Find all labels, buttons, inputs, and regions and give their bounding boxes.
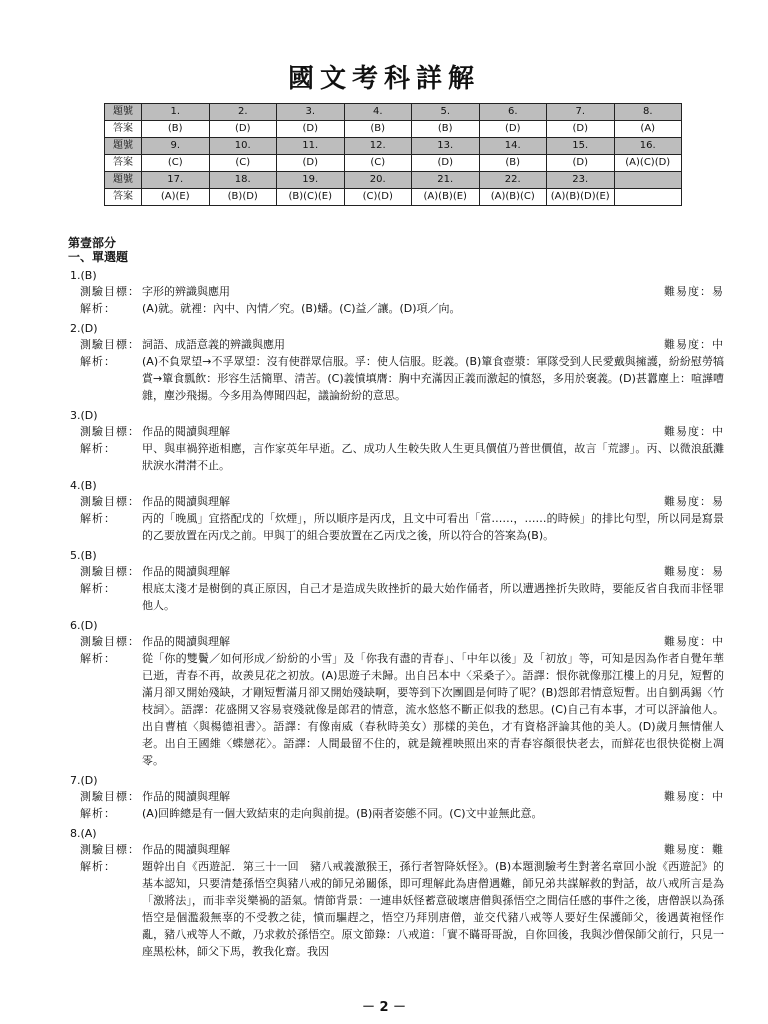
difficulty bbox=[654, 563, 724, 580]
explanation-text: 丙的「晚風」宜搭配戊的「炊煙」，所以順序是丙戊，且文中可看出「當……，……的時候」的排比句型，所以同是寫景的乙要放置在丙戊之前。甲與丁的組合要放置在乙丙戊之後，所以符合的答案為(B)。 bbox=[142, 512, 724, 542]
difficulty-label: 難易度： bbox=[664, 635, 712, 648]
question-number-cell: 19. bbox=[277, 172, 345, 189]
answer-cell: (C) bbox=[344, 155, 412, 172]
difficulty-value: 易 bbox=[712, 565, 724, 578]
explanation-row bbox=[80, 510, 724, 544]
answer-cell: (B) bbox=[142, 121, 210, 138]
difficulty-value: 易 bbox=[712, 495, 724, 508]
question-number-cell: 4. bbox=[344, 104, 412, 121]
answer-cell: (A)(E) bbox=[142, 189, 210, 206]
question-item bbox=[68, 618, 724, 769]
goal-text: 作品的閱讀與理解 bbox=[142, 425, 230, 438]
question-item bbox=[68, 408, 724, 474]
difficulty bbox=[654, 336, 724, 353]
answer-row bbox=[105, 189, 682, 206]
answer-cell: (D) bbox=[479, 121, 547, 138]
difficulty bbox=[654, 423, 724, 440]
difficulty bbox=[654, 283, 724, 300]
question-item bbox=[68, 478, 724, 544]
answer-cell: (D) bbox=[412, 155, 480, 172]
question-number-cell: 22. bbox=[479, 172, 547, 189]
difficulty bbox=[654, 841, 724, 858]
answer-cell: (A)(B)(D)(E) bbox=[547, 189, 615, 206]
answer-row bbox=[105, 121, 682, 138]
goal-text: 詞語、成語意義的辨識與應用 bbox=[142, 338, 285, 351]
question-item bbox=[68, 548, 724, 614]
answer-cell: (A)(B)(C) bbox=[479, 189, 547, 206]
difficulty-value: 難 bbox=[712, 843, 724, 856]
explanation-label: 解析： bbox=[80, 582, 116, 595]
question-item bbox=[68, 321, 724, 404]
goal-text: 作品的閱讀與理解 bbox=[142, 843, 230, 856]
goal-text: 作品的閱讀與理解 bbox=[142, 565, 230, 578]
explanation-label: 解析： bbox=[80, 860, 116, 873]
question-item bbox=[68, 826, 724, 960]
answer-row bbox=[105, 155, 682, 172]
goal-text: 作品的閱讀與理解 bbox=[142, 790, 230, 803]
section-heading: 一、單選題 bbox=[68, 250, 129, 264]
question-number-cell: 16. bbox=[614, 138, 682, 155]
answer-cell: (B) bbox=[344, 121, 412, 138]
question-number-cell: 15. bbox=[547, 138, 615, 155]
goal-label: 測驗目標： bbox=[80, 790, 140, 803]
question-number: 4.(B) bbox=[70, 479, 97, 492]
question-item bbox=[68, 773, 724, 822]
explanation-label: 解析： bbox=[80, 302, 116, 315]
answer-label: 答案 bbox=[105, 121, 142, 138]
explanation-label: 解析： bbox=[80, 512, 116, 525]
difficulty-label: 難易度： bbox=[664, 843, 712, 856]
question-number: 8.(A) bbox=[70, 827, 97, 840]
answer-cell: (C) bbox=[209, 155, 277, 172]
difficulty-label: 難易度： bbox=[664, 565, 712, 578]
question-number-cell: 5. bbox=[412, 104, 480, 121]
question-number: 1.(B) bbox=[70, 269, 97, 282]
question-number-label: 題號 bbox=[105, 172, 142, 189]
answer-label: 答案 bbox=[105, 155, 142, 172]
goal-label: 測驗目標： bbox=[80, 338, 140, 351]
explanation-text: (A)就。就裡：內中、內情／究。(B)蟠。(C)益／讓。(D)項／向。 bbox=[142, 302, 461, 315]
explanation-text: (A)回眸總是有一個大致結束的走向與前提。(B)兩者姿態不同。(C)文中並無此意。 bbox=[142, 807, 543, 820]
question-item bbox=[68, 268, 724, 317]
question-number-cell bbox=[614, 172, 682, 189]
answer-cell: (C)(D) bbox=[344, 189, 412, 206]
goal-text: 作品的閱讀與理解 bbox=[142, 635, 230, 648]
goal-row bbox=[80, 841, 724, 858]
goal-label: 測驗目標： bbox=[80, 635, 140, 648]
question-number-cell: 6. bbox=[479, 104, 547, 121]
goal-row bbox=[80, 633, 724, 650]
question-number-cell: 20. bbox=[344, 172, 412, 189]
question-number-cell: 9. bbox=[142, 138, 210, 155]
answer-label: 答案 bbox=[105, 189, 142, 206]
explanation-row bbox=[80, 650, 724, 769]
question-number: 7.(D) bbox=[70, 774, 98, 787]
answer-cell: (B) bbox=[479, 155, 547, 172]
question-number-label: 題號 bbox=[105, 138, 142, 155]
question-number-cell: 8. bbox=[614, 104, 682, 121]
goal-label: 測驗目標： bbox=[80, 495, 140, 508]
answer-cell: (B) bbox=[412, 121, 480, 138]
answer-cell: (A) bbox=[614, 121, 682, 138]
difficulty-label: 難易度： bbox=[664, 790, 712, 803]
question-number-row bbox=[105, 104, 682, 121]
goal-label: 測驗目標： bbox=[80, 843, 140, 856]
explanation-row bbox=[80, 858, 724, 960]
difficulty bbox=[654, 788, 724, 805]
question-number-row bbox=[105, 172, 682, 189]
explanation-text: 題幹出自《西遊記．第三十一回 豬八戒義激猴王，孫行者智降妖怪》。(B)本題測驗考生對著名章回小說《西遊記》的基本認知，只要清楚孫悟空與豬八戒的師兄弟關係，即可理解此為唐僧遇難，師兄弟共謀解救的對話，故八戒所言是為「激將法」，而非幸災樂禍的語氣。情節背景：一連串妖怪蓄意破壞唐僧與孫悟空之間信任感的事件之後，唐僧誤以為孫悟空是個濫殺無辜的不受教之徒，憤而驅趕之，悟空乃拜別唐僧，並交代豬八戒等人要好生保護師父，後遇黃袍怪作亂，豬八戒等人不敵，乃求救於孫悟空。原文節錄：八戒道：「實不瞞哥哥說，自你回後，我與沙僧保師父前行，只見一座黑松林，師父下馬，教我化齋。我因 bbox=[142, 860, 724, 958]
goal-text: 字形的辨識與應用 bbox=[142, 285, 230, 298]
answer-table bbox=[104, 103, 682, 206]
question-number-cell: 1. bbox=[142, 104, 210, 121]
difficulty-value: 中 bbox=[712, 790, 724, 803]
explanation-row bbox=[80, 300, 724, 317]
explanation-row bbox=[80, 580, 724, 614]
answer-cell bbox=[614, 189, 682, 206]
answer-cell: (A)(C)(D) bbox=[614, 155, 682, 172]
answer-cell: (D) bbox=[277, 121, 345, 138]
explanation-text: 甲、與車禍猝逝相應，言作家英年早逝。乙、成功人生較失敗人生更具價值乃普世價值，故言「荒謬」。丙、以微浪舐灘狀淚水潸潸不止。 bbox=[142, 442, 724, 472]
question-number-cell: 18. bbox=[209, 172, 277, 189]
question-number-cell: 3. bbox=[277, 104, 345, 121]
goal-label: 測驗目標： bbox=[80, 425, 140, 438]
question-number-label: 題號 bbox=[105, 104, 142, 121]
question-number-cell: 2. bbox=[209, 104, 277, 121]
answer-cell: (D) bbox=[277, 155, 345, 172]
answer-cell: (A)(B)(E) bbox=[412, 189, 480, 206]
answer-cell: (D) bbox=[547, 155, 615, 172]
question-number: 5.(B) bbox=[70, 549, 97, 562]
answer-cell: (B)(D) bbox=[209, 189, 277, 206]
question-number-cell: 11. bbox=[277, 138, 345, 155]
question-number-cell: 13. bbox=[412, 138, 480, 155]
difficulty bbox=[654, 493, 724, 510]
goal-row bbox=[80, 563, 724, 580]
goal-label: 測驗目標： bbox=[80, 565, 140, 578]
question-number-cell: 10. bbox=[209, 138, 277, 155]
goal-row bbox=[80, 788, 724, 805]
difficulty-label: 難易度： bbox=[664, 338, 712, 351]
question-number-cell: 12. bbox=[344, 138, 412, 155]
difficulty bbox=[654, 633, 724, 650]
question-number: 3.(D) bbox=[70, 409, 98, 422]
explanation-row bbox=[80, 805, 724, 822]
goal-row bbox=[80, 493, 724, 510]
answer-cell: (B)(C)(E) bbox=[277, 189, 345, 206]
page-number: － 2 － bbox=[361, 1000, 407, 1015]
question-number-cell: 21. bbox=[412, 172, 480, 189]
difficulty-value: 中 bbox=[712, 635, 724, 648]
difficulty-value: 易 bbox=[712, 285, 724, 298]
difficulty-value: 中 bbox=[712, 425, 724, 438]
explanations bbox=[68, 236, 724, 960]
goal-text: 作品的閱讀與理解 bbox=[142, 495, 230, 508]
goal-label: 測驗目標： bbox=[80, 285, 140, 298]
difficulty-label: 難易度： bbox=[664, 285, 712, 298]
explanation-row bbox=[80, 440, 724, 474]
answer-cell: (D) bbox=[209, 121, 277, 138]
goal-row bbox=[80, 336, 724, 353]
explanation-text: 根底太淺才是樹倒的真正原因，自己才是造成失敗挫折的最大始作俑者，所以遭遇挫折失敗時，要能反省自我而非怪罪他人。 bbox=[142, 582, 724, 612]
question-number: 6.(D) bbox=[70, 619, 98, 632]
explanation-label: 解析： bbox=[80, 807, 116, 820]
question-list bbox=[68, 268, 724, 960]
question-number: 2.(D) bbox=[70, 322, 98, 335]
answer-cell: (C) bbox=[142, 155, 210, 172]
answer-cell: (D) bbox=[547, 121, 615, 138]
part-heading: 第壹部分 bbox=[68, 236, 117, 250]
difficulty-label: 難易度： bbox=[664, 425, 712, 438]
explanation-label: 解析： bbox=[80, 355, 116, 368]
goal-row bbox=[80, 283, 724, 300]
explanation-row bbox=[80, 353, 724, 404]
explanation-label: 解析： bbox=[80, 652, 116, 665]
question-number-cell: 7. bbox=[547, 104, 615, 121]
question-number-cell: 23. bbox=[547, 172, 615, 189]
question-number-cell: 14. bbox=[479, 138, 547, 155]
question-number-cell: 17. bbox=[142, 172, 210, 189]
goal-row bbox=[80, 423, 724, 440]
page-title: 國文考科詳解 bbox=[287, 64, 480, 94]
question-number-row bbox=[105, 138, 682, 155]
explanation-text: 從「你的雙鬢／如何形成／紛紛的小雪」及「你我有盡的青春」、「中年以後」及「初放」等，可知是因為作者自覺年華已逝，青春不再，故羨見花之初放。(A)思遊子未歸。出自呂本中〈采桑子〉。語譯：恨你就像那江樓上的月兒，短暫的滿月卻又開始殘缺，才剛短暫滿月卻又開始殘缺啊，要等到下次團圓是何時了呢？(B)怨郎君情意短暫。出自劉禹錫〈竹枝詞〉。語譯：花盛開又容易衰殘就像是郎君的情意，流水悠悠不斷正似我的愁思。(C)自己有本事，才可以評論他人。出自曹植〈與楊德祖書〉。語譯：有像南威（春秋時美女）那樣的美色，才有資格評論其他的美人。(D)歲月無情催人老。出自王國維〈蝶戀花〉。語譯：人間最留不住的，就是鏡裡映照出來的青春容顏很快老去，而鮮花也很快從樹上凋零。 bbox=[142, 652, 724, 767]
difficulty-label: 難易度： bbox=[664, 495, 712, 508]
difficulty-value: 中 bbox=[712, 338, 724, 351]
explanation-text: (A)不負眾望→不孚眾望：沒有使群眾信服。孚：使人信服。貶義。(B)簞食壺漿：軍隊受到人民愛戴與擁護，紛紛慰勞犒賞→簞食瓢飲：形容生活簡單、清苦。(C)義憤填膺：胸中充滿因正義而激起的憤怒，多用於褒義。(D)甚囂塵上：喧譁嘈雜，塵沙飛揚。今多用為傳聞四起，議論紛紛的意思。 bbox=[142, 355, 724, 402]
explanation-label: 解析： bbox=[80, 442, 116, 455]
